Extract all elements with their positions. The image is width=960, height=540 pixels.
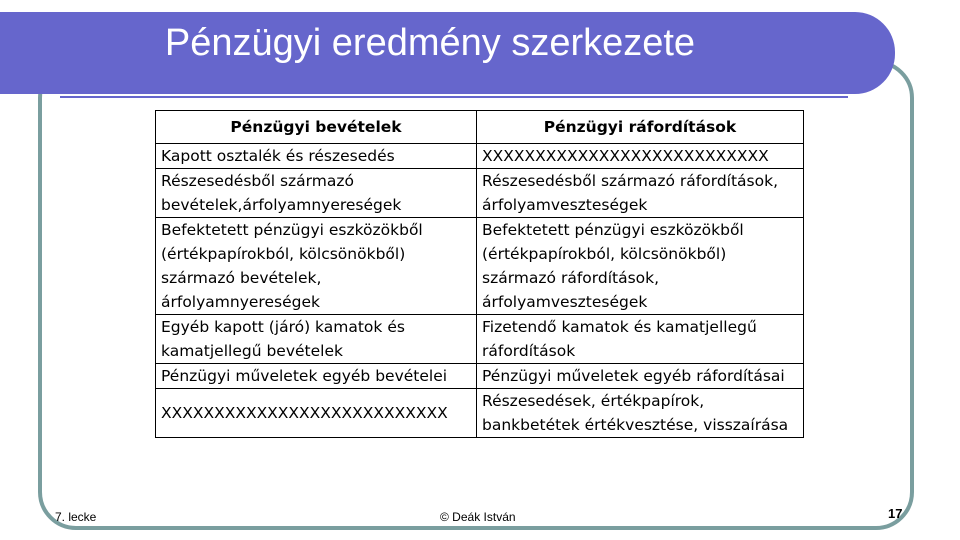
table-cell: Pénzügyi műveletek egyéb ráfordításai: [477, 364, 804, 389]
footer-author: © Deák István: [440, 510, 516, 524]
table-header-row: [156, 111, 804, 144]
header-expenses: Pénzügyi ráfordítások: [477, 111, 804, 144]
table-cell: Befektetett pénzügyi eszközökből (értékpapírokból, kölcsönökből) származó ráfordítások, árfolyamveszteségek: [477, 218, 804, 315]
slide-title: Pénzügyi eredmény szerkezete: [164, 22, 696, 64]
page-number: 17: [888, 506, 903, 521]
table-cell: Kapott osztalék és részesedés: [156, 144, 477, 169]
table-row: [156, 144, 804, 169]
table-cell: Részesedésből származó bevételek,árfolyamnyereségek: [156, 169, 477, 218]
table-row: [156, 315, 804, 364]
financial-result-table: [155, 110, 804, 438]
table-row: [156, 218, 804, 315]
title-underline: [60, 96, 848, 98]
footer-lesson: 7. lecke: [55, 510, 97, 524]
table-cell: Részesedések, értékpapírok, bankbetétek értékvesztése, visszaírása: [477, 389, 804, 438]
table-row: [156, 169, 804, 218]
table-row: [156, 389, 804, 438]
table-cell: XXXXXXXXXXXXXXXXXXXXXXXXXXX: [156, 389, 477, 438]
table-cell: Fizetendő kamatok és kamatjellegű ráfordítások: [477, 315, 804, 364]
table-row: [156, 364, 804, 389]
table-cell: Befektetett pénzügyi eszközökből (értékpapírokból, kölcsönökből) származó bevételek, árfolyamnyereségek: [156, 218, 477, 315]
table-cell: XXXXXXXXXXXXXXXXXXXXXXXXXXX: [477, 144, 804, 169]
table-cell: Részesedésből származó ráfordítások, árfolyamveszteségek: [477, 169, 804, 218]
table-cell: Egyéb kapott (járó) kamatok és kamatjellegű bevételek: [156, 315, 477, 364]
table-cell: Pénzügyi műveletek egyéb bevételei: [156, 364, 477, 389]
header-income: Pénzügyi bevételek: [156, 111, 477, 144]
